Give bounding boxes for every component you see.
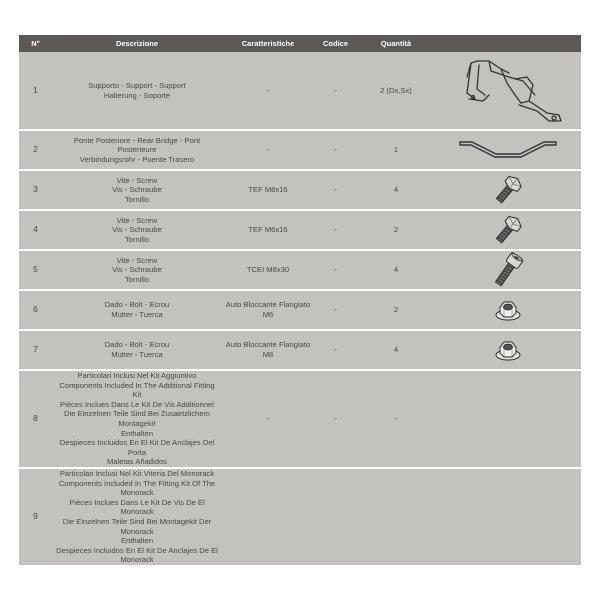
description-line: Die Einzelnen Teile Sind Bei Zusaetzlichem Montagekit xyxy=(64,409,210,428)
description-line: Dado - Bolt - Ecrou xyxy=(104,300,170,310)
part-number: 7 xyxy=(19,330,52,370)
part-code: - xyxy=(314,52,357,130)
part-code: - xyxy=(314,330,357,370)
table-row xyxy=(19,290,581,330)
description-line: Tornillo xyxy=(124,234,150,244)
part-quantity xyxy=(357,468,435,566)
part-quantity: - xyxy=(357,370,435,468)
table-row xyxy=(19,130,581,170)
part-image xyxy=(435,130,581,170)
part-description xyxy=(52,468,222,566)
description-line: Dado - Bolt - Ecrou xyxy=(104,340,170,350)
part-description xyxy=(52,170,222,210)
part-description xyxy=(52,290,222,330)
part-image xyxy=(435,468,581,566)
part-description xyxy=(52,330,222,370)
description-line: Enthalten xyxy=(120,428,154,438)
part-description xyxy=(52,370,222,468)
part-number: 2 xyxy=(19,130,52,170)
part-image xyxy=(435,370,581,468)
part-code xyxy=(314,468,357,566)
table-row xyxy=(19,370,581,468)
description-line: Particolari Inclusi Nel Kit Aggiuntivo xyxy=(77,371,197,380)
socket-screw-icon xyxy=(435,251,581,289)
part-image xyxy=(435,290,581,330)
part-code: - xyxy=(314,210,357,250)
parts-table xyxy=(19,35,581,567)
part-quantity: 4 xyxy=(357,170,435,210)
hex-screw-icon xyxy=(435,173,581,207)
description-line: Tornillo xyxy=(124,274,150,284)
header-code: Codice xyxy=(314,35,357,52)
rear-bridge-icon xyxy=(435,136,581,164)
header-quantity: Quantità xyxy=(357,35,435,52)
part-description xyxy=(52,210,222,250)
header-description: Descrizione xyxy=(52,35,222,52)
part-code: - xyxy=(314,250,357,290)
part-description xyxy=(52,250,222,290)
description-line: Vis - Schraube xyxy=(112,225,162,235)
header-image xyxy=(435,35,581,52)
description-line: Pièces Inclues Dans Le Kit De Vis Additionnel xyxy=(60,399,214,409)
part-quantity: 4 xyxy=(357,330,435,370)
description-line: Despieces Incluidos En El Kit De Anclajes Del Porta xyxy=(59,438,215,457)
part-number: 1 xyxy=(19,52,52,130)
table-row xyxy=(19,170,581,210)
part-characteristics: - xyxy=(222,370,314,468)
part-quantity: 2 (Dx,Sx) xyxy=(357,52,435,130)
header-characteristics: Caratteristiche xyxy=(222,35,314,52)
part-number: 4 xyxy=(19,210,52,250)
support-bracket-icon xyxy=(435,55,581,127)
part-characteristics: TCEI M8x30 xyxy=(222,250,314,290)
description-line: Monorack xyxy=(120,555,154,565)
header-row xyxy=(19,35,581,52)
part-code: - xyxy=(314,290,357,330)
part-number: 6 xyxy=(19,290,52,330)
description-line: Mutter - Tuerca xyxy=(111,310,163,319)
part-number: 9 xyxy=(19,468,52,566)
part-quantity: 2 xyxy=(357,290,435,330)
table-row xyxy=(19,330,581,370)
description-line: Vis - Schraube xyxy=(112,185,162,195)
description-line: Mutter - Tuerca xyxy=(111,350,163,359)
part-characteristics: TEF M8x16 xyxy=(222,170,314,210)
table-row xyxy=(19,52,581,130)
part-quantity: 2 xyxy=(357,210,435,250)
header-number: N° xyxy=(19,35,52,52)
part-image xyxy=(435,170,581,210)
description-line: Ponte Posteriore - Rear Bridge - Pont Posterieure xyxy=(73,135,201,155)
table-row xyxy=(19,210,581,250)
description-line: Supporto - Support - Support xyxy=(88,80,186,90)
part-image xyxy=(435,52,581,130)
description-line: Vis - Schraube xyxy=(112,265,162,275)
part-number: 5 xyxy=(19,250,52,290)
part-description xyxy=(52,130,222,170)
description-line: Components Included In The Fitting Kit Of The Monorack xyxy=(58,478,216,498)
part-characteristics xyxy=(222,468,314,566)
description-line: Particolari Inclusi Nel Kit Viteria Del Monorack xyxy=(59,468,215,478)
table-row xyxy=(19,468,581,566)
part-quantity: 4 xyxy=(357,250,435,290)
part-image xyxy=(435,250,581,290)
description-line: Enthalten xyxy=(120,536,154,546)
part-code: - xyxy=(314,130,357,170)
part-quantity: 1 xyxy=(357,130,435,170)
part-image xyxy=(435,210,581,250)
part-characteristics: Auto Bloccante Flangiato M8 xyxy=(222,330,314,370)
part-image xyxy=(435,330,581,370)
description-line: Components Included In The Additional Fitting Kit xyxy=(59,380,215,400)
hex-screw-icon xyxy=(435,213,581,247)
part-number: 8 xyxy=(19,370,52,468)
description-line: Vite - Screw xyxy=(116,175,158,185)
table-row xyxy=(19,250,581,290)
part-description xyxy=(52,52,222,130)
part-number: 3 xyxy=(19,170,52,210)
flange-nut-icon xyxy=(435,338,581,362)
description-line: Pièces Inclues Dans Le Kit De Vis De El Monorack xyxy=(69,497,205,517)
flange-nut-icon xyxy=(435,298,581,322)
description-line: Tornillo xyxy=(124,194,150,204)
description-line: Despieces Incluidos En El Kit De Anclajes De El xyxy=(56,545,218,555)
part-code: - xyxy=(314,370,357,468)
description-line: Verbindungsrohr - Puente Trasero xyxy=(79,154,195,164)
part-characteristics: Auto Bloccante Flangiato M6 xyxy=(222,290,314,330)
description-line: Die Einzelnen Teile Sind Bei Montagekit Der Monorack xyxy=(62,516,212,536)
description-line: Vite - Screw xyxy=(116,215,158,225)
part-characteristics: TEF M6x16 xyxy=(222,210,314,250)
description-line: Maletas Añadidos xyxy=(107,457,167,467)
part-characteristics: - xyxy=(222,52,314,130)
description-line: Vite - Screw xyxy=(116,255,158,265)
description-line: Halterung - Soporte xyxy=(103,90,171,100)
part-code: - xyxy=(314,170,357,210)
part-characteristics: - xyxy=(222,130,314,170)
